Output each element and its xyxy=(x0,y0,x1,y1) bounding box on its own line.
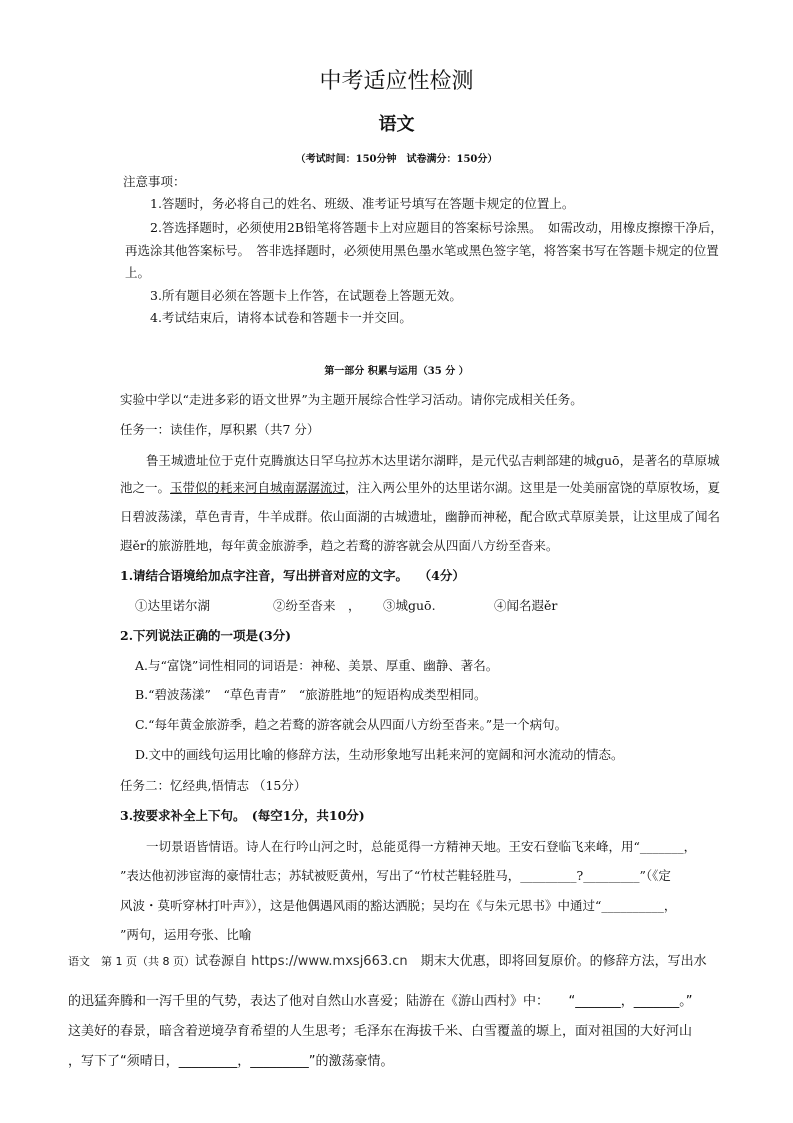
footer-tail: 的修辞方法，写出水 xyxy=(589,954,707,969)
continued-line: ，写下了“须晴日，_________，_________”的激荡豪情。 xyxy=(68,1054,394,1069)
q3-line: ”表达他初涉宦海的豪情壮志；苏轼被贬黄州，写出了“竹杖芒鞋轻胜马，_________?_________”（《定 xyxy=(120,868,671,883)
source-link[interactable]: https://www.mxsj663.cn xyxy=(251,954,408,969)
part-heading: 第一部分 积累与运用（35 分 ） xyxy=(324,366,469,377)
q2-option-b: B.“碧波荡漾” “草色青青” “旅游胜地”的短语构成类型相同。 xyxy=(135,687,487,702)
passage-line: 遐ěr的旅游胜地，每年黄金旅游季，趋之若鹜的游客就会从四面八方纷至沓来。 xyxy=(120,538,559,553)
notice-item: 4.考试结束后，请将本试卷和答题卡一并交回。 xyxy=(150,310,412,325)
question-3: 3.按要求补全上下句。 (每空1分，共10分) xyxy=(120,808,365,823)
passage-line xyxy=(120,478,720,496)
page-number: 语文 第 1 页（共 8 页） xyxy=(68,955,195,968)
source-text: 试卷源自 xyxy=(194,954,252,969)
continued-line: 的迅猛奔腾和一泻千里的气势，表达了他对自然山水喜爱；陆游在《游山西村》中： “_______，_______。” xyxy=(68,994,693,1009)
q1-option: ①达里诺尔湖 xyxy=(135,598,211,613)
continued-line: 这美好的春景，暗含着逆境孕育希望的人生思考；毛泽东在海拔千米、白雪覆盖的塬上，面对祖国的大好河山 xyxy=(68,1024,693,1039)
q1-option: ②纷至沓来 ， xyxy=(273,598,361,613)
question-1: 1.请结合语境给加点字注音，写出拼音对应的文字。 （4分） xyxy=(120,568,465,583)
passage-line: 日碧波荡漾，草色青青，牛羊成群。依山面湖的古城遗址，幽静而神秘，配合欧式草原美景，让这里成了闻名 xyxy=(120,509,721,524)
page-title: 中考适应性检测 xyxy=(319,69,474,94)
q2-option-d: D.文中的画线句运用比喻的修辞方法，生动形象地写出耗来河的宽阔和河水流动的情态。 xyxy=(135,747,624,762)
notice-label: 注意事项： xyxy=(123,174,186,189)
q1-option: ③城guō. xyxy=(383,598,436,613)
task-two-heading: 任务二：忆经典,悟情志 （15分） xyxy=(120,778,307,793)
notice-item: 上。 xyxy=(125,265,151,280)
q2-option-c: C.“每年黄金旅游季，趋之若鹜的游客就会从四面八方纷至沓来。”是一个病句。 xyxy=(135,717,568,732)
passage-text: 池之一。 xyxy=(120,480,171,495)
q2-option-a: A.与“富饶”词性相同的词语是：神秘、美景、厚重、幽静、著名。 xyxy=(135,658,499,673)
notice-item: 2.答选择题时，必须使用2B铅笔将答题卡上对应题目的答案标号涂黑。 如需改动，用橡皮擦擦干净后， xyxy=(150,220,723,235)
q1-option: ④闻名遐ěr xyxy=(494,598,558,613)
passage-text: ，注入两公里外的达里诺尔湖。这里是一处美丽富饶的草原牧场，夏 xyxy=(345,480,721,495)
promo-text: 期末大优惠，即将回复原价。 xyxy=(407,954,590,969)
q3-line: 一切景语皆情语。诗人在行吟山河之时，总能觅得一方精神天地。王安石登临飞来峰，用“_______， xyxy=(146,839,697,854)
q3-line: 风波・莫听穿林打叶声》），这是他偶遇风雨的豁达洒脱；吴均在《与朱元思书》中通过“__________， xyxy=(120,898,677,913)
notice-item: 再选涂其他答案标号。 答非选择题时，必须使用黑色墨水笔或黑色签字笔，将答案书写在答题卡规定的位置 xyxy=(125,243,719,258)
underlined-sentence: 玉带似的耗来河自城南潺潺流过 xyxy=(170,480,346,495)
question-2: 2.下列说法正确的一项是(3分) xyxy=(120,628,292,643)
notice-item: 1.答题时，务必将自己的姓名、班级、准考证号填写在答题卡规定的位置上。 xyxy=(150,196,575,211)
passage-line: 鲁王城遗址位于克什克腾旗达日罕乌拉苏木达里诺尔湖畔，是元代弘吉剌部建的城guō，是著名的草原城 xyxy=(146,453,720,468)
task-one-heading: 任务一：读佳作，厚积累（共7 分） xyxy=(120,422,320,437)
page-footer xyxy=(68,950,707,969)
subject-title: 语文 xyxy=(378,114,415,135)
notice-item: 3.所有题目必须在答题卡上作答，在试题卷上答题无效。 xyxy=(150,288,462,303)
activity-intro: 实验中学以“走进多彩的语文世界”为主题开展综合性学习活动。请你完成相关任务。 xyxy=(120,392,583,407)
exam-info: （考试时间：150分钟 试卷满分：150分） xyxy=(295,154,498,165)
q3-line: ”两句，运用夸张、比喻 xyxy=(120,927,252,942)
